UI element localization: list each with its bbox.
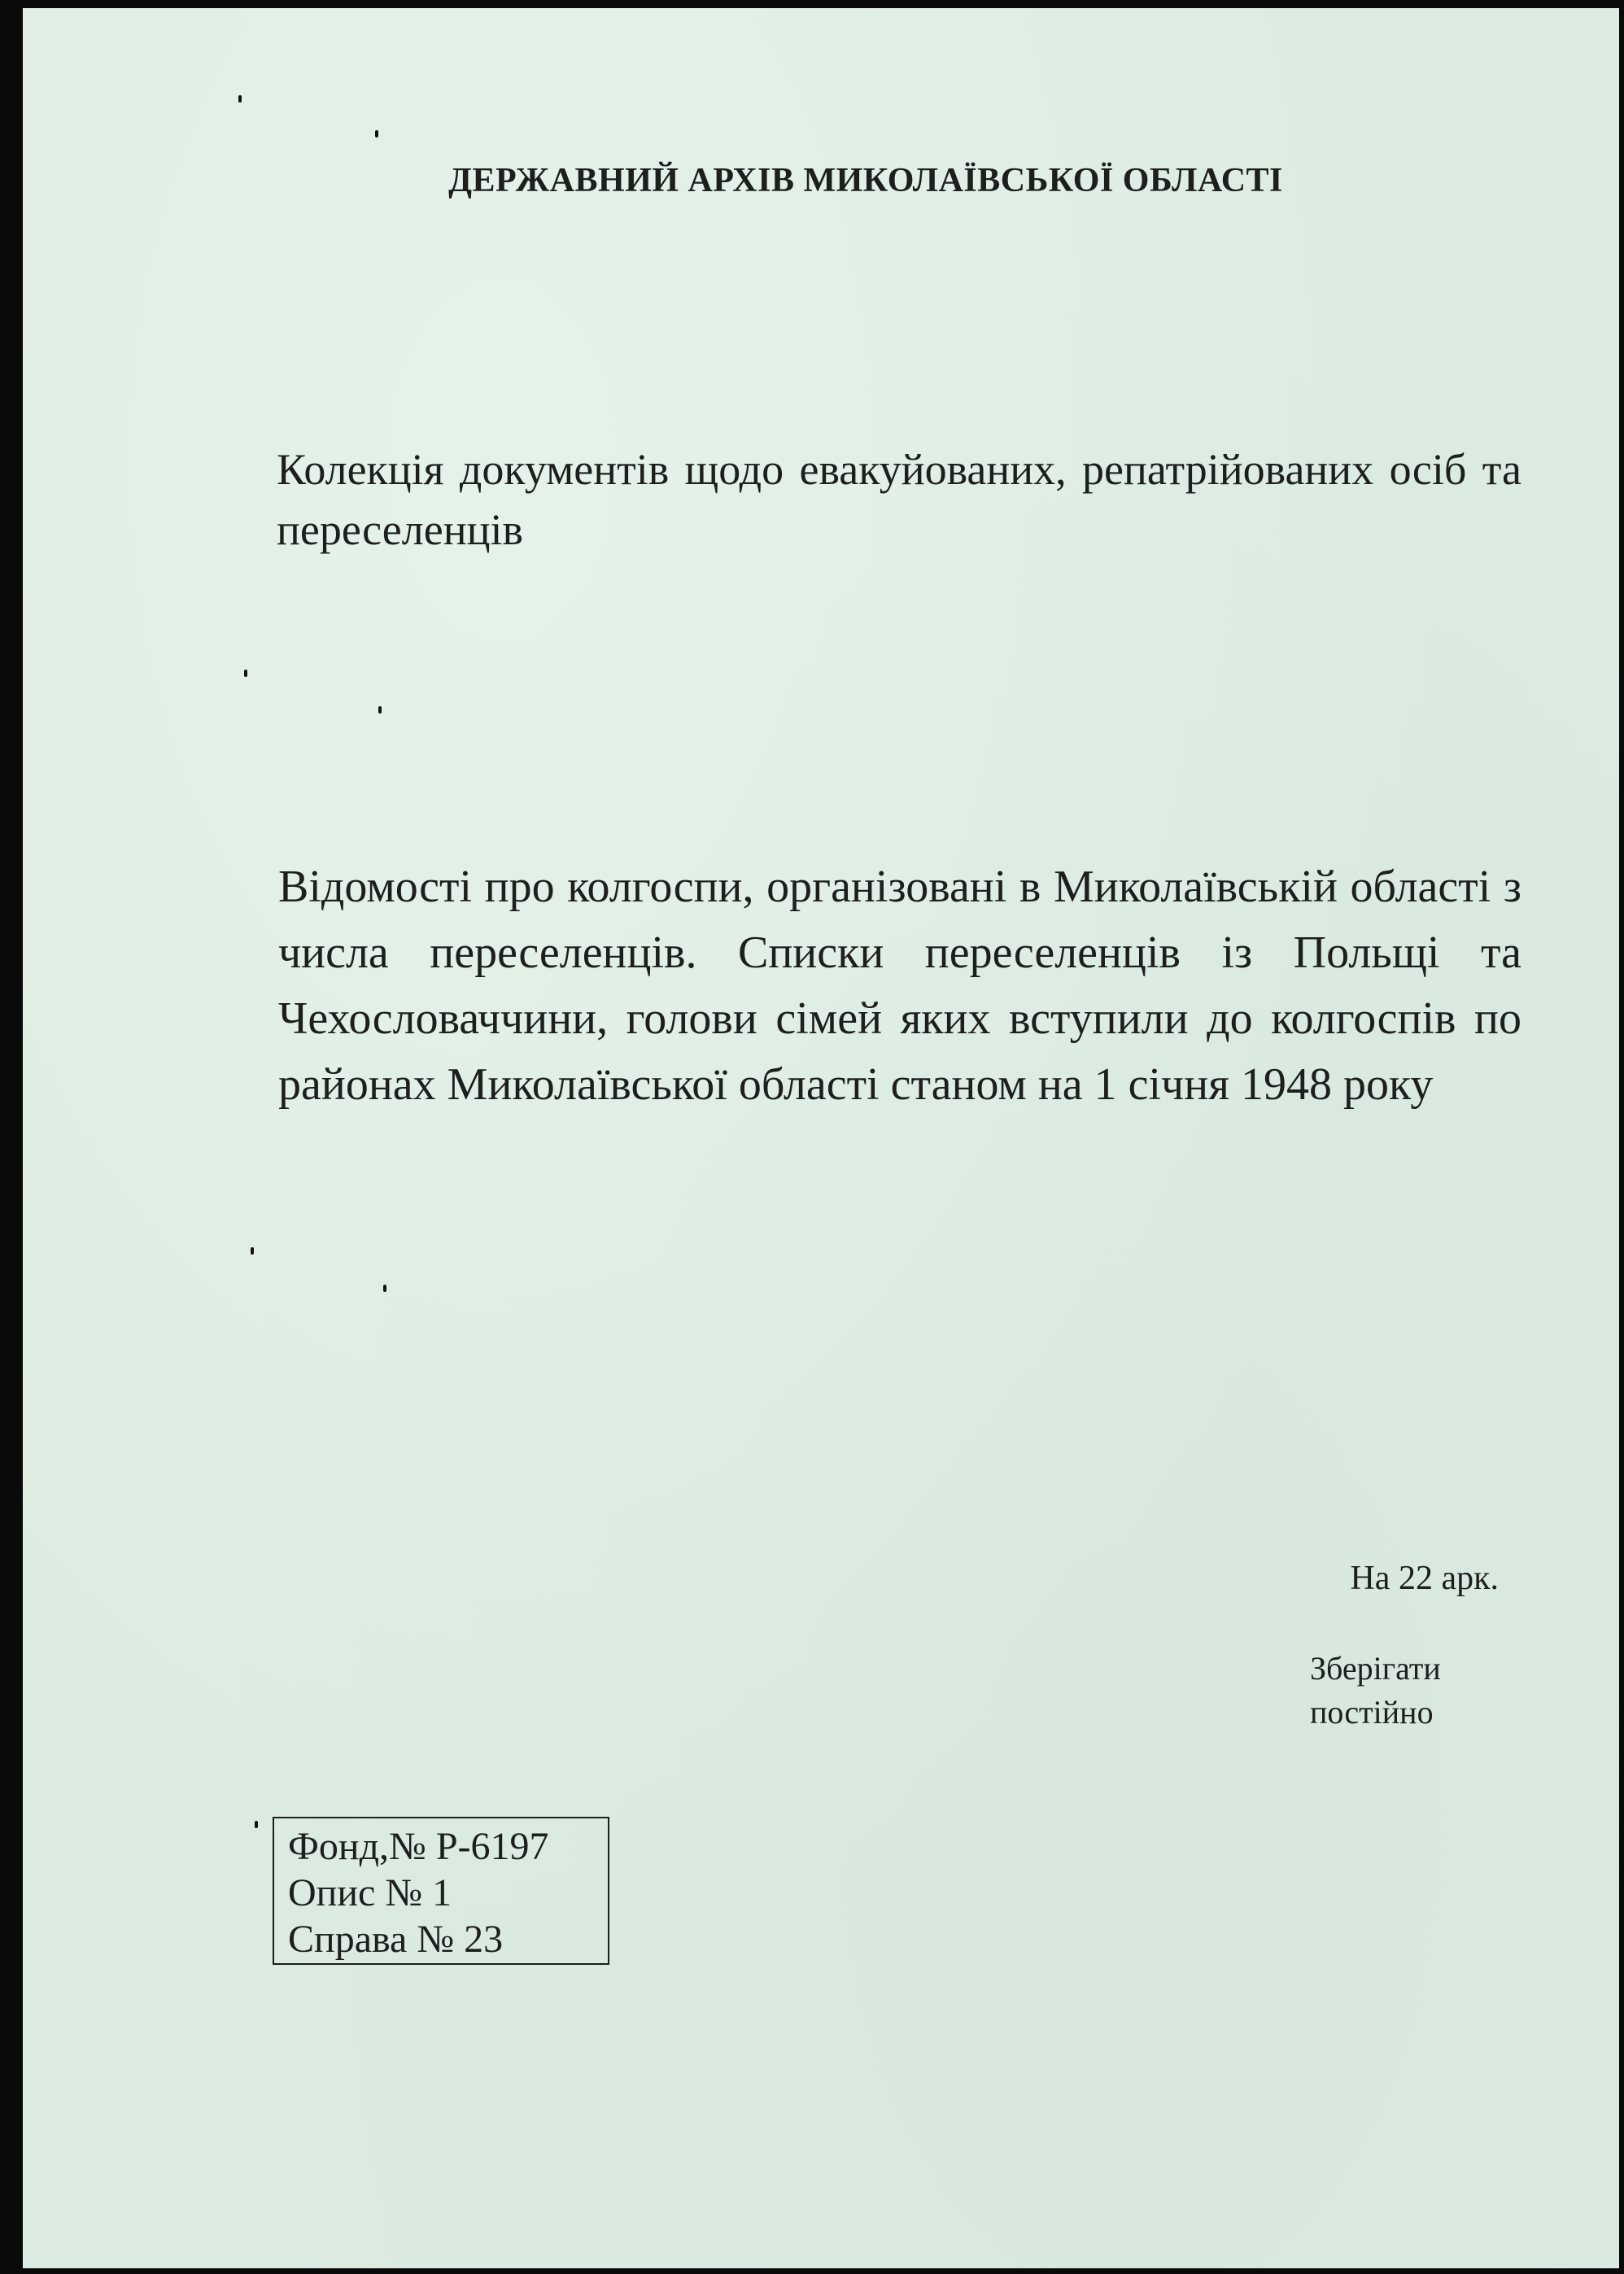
archive-reference-box — [273, 1817, 609, 1965]
storage-note — [1310, 1647, 1441, 1735]
ink-speck — [378, 706, 382, 714]
sprava-number: Справа № 23 — [288, 1918, 504, 1961]
document-page — [23, 8, 1619, 2268]
ink-speck — [244, 670, 247, 677]
storage-line-2: постійно — [1310, 1694, 1434, 1731]
ink-speck — [375, 130, 378, 137]
ink-speck — [255, 1821, 258, 1828]
case-description: Відомості про колгоспи, організовані в Миколаївській області з числа переселенців. Списки переселенців із Польщі та Чехословаччини, голови сімей яких вступили до колгоспів по районах Миколаївської області станом на 1 січня 1948 року — [278, 862, 1521, 1110]
ink-speck — [383, 1285, 386, 1292]
ink-speck — [238, 95, 242, 103]
ink-speck — [251, 1247, 254, 1255]
collection-title: Колекція документів щодо евакуйованих, репатрійованих осіб та переселенців — [277, 445, 1521, 554]
sheet-count: На 22 арк. — [1350, 1560, 1499, 1597]
storage-line-1: Зберігати — [1310, 1650, 1441, 1687]
fond-number: Фонд,№ Р-6197 — [288, 1825, 549, 1868]
archive-title: ДЕРЖАВНИЙ АРХІВ МИКОЛАЇВСЬКОЇ ОБЛАСТІ — [448, 162, 1283, 199]
opys-number: Опис № 1 — [288, 1871, 452, 1914]
